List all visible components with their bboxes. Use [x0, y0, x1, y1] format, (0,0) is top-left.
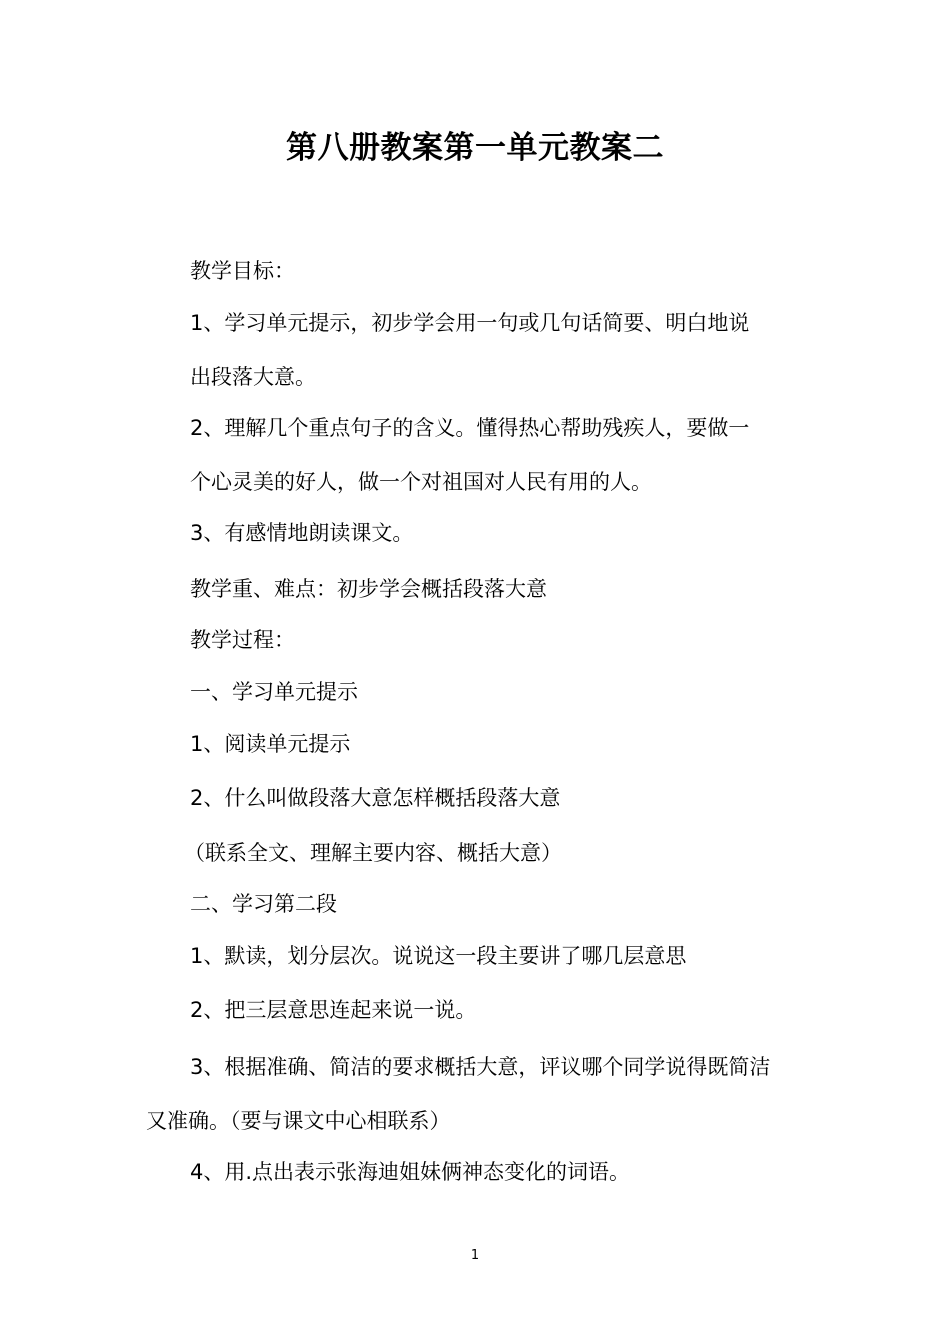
text-line: 4、用.点出表示张海迪姐妹俩神态变化的词语。: [190, 1160, 631, 1184]
text-line: 出段落大意。: [190, 365, 316, 389]
text-line: 1、学习单元提示，初步学会用一句或几句话简要、明白地说: [190, 311, 750, 335]
text-line: 教学重、难点：初步学会概括段落大意: [190, 577, 547, 601]
text-line: 2、什么叫做段落大意怎样概括段落大意: [190, 786, 561, 810]
text-line: 教学过程：: [190, 628, 295, 652]
text-line: 二、学习第二段: [190, 892, 337, 916]
text-line: 教学目标：: [190, 259, 295, 283]
text-line: 个心灵美的好人，做一个对祖国对人民有用的人。: [190, 470, 652, 494]
text-line: 1、阅读单元提示: [190, 732, 351, 756]
document-title: 第八册教案第一单元教案二: [286, 130, 664, 166]
text-line: （联系全文、理解主要内容、概括大意）: [184, 841, 562, 865]
text-line: 2、理解几个重点句子的含义。懂得热心帮助残疾人，要做一: [190, 416, 750, 440]
page-number: 1: [470, 1248, 480, 1263]
text-line: 3、根据准确、简洁的要求概括大意，评议哪个同学说得既简洁: [190, 1055, 771, 1079]
text-line: 又准确。（要与课文中心相联系）: [146, 1109, 451, 1133]
text-line: 一、学习单元提示: [190, 680, 358, 704]
text-line: 2、把三层意思连起来说一说。: [190, 998, 477, 1022]
text-line: 1、默读，划分层次。说说这一段主要讲了哪几层意思: [190, 944, 687, 968]
text-line: 3、有感情地朗读课文。: [190, 521, 414, 545]
